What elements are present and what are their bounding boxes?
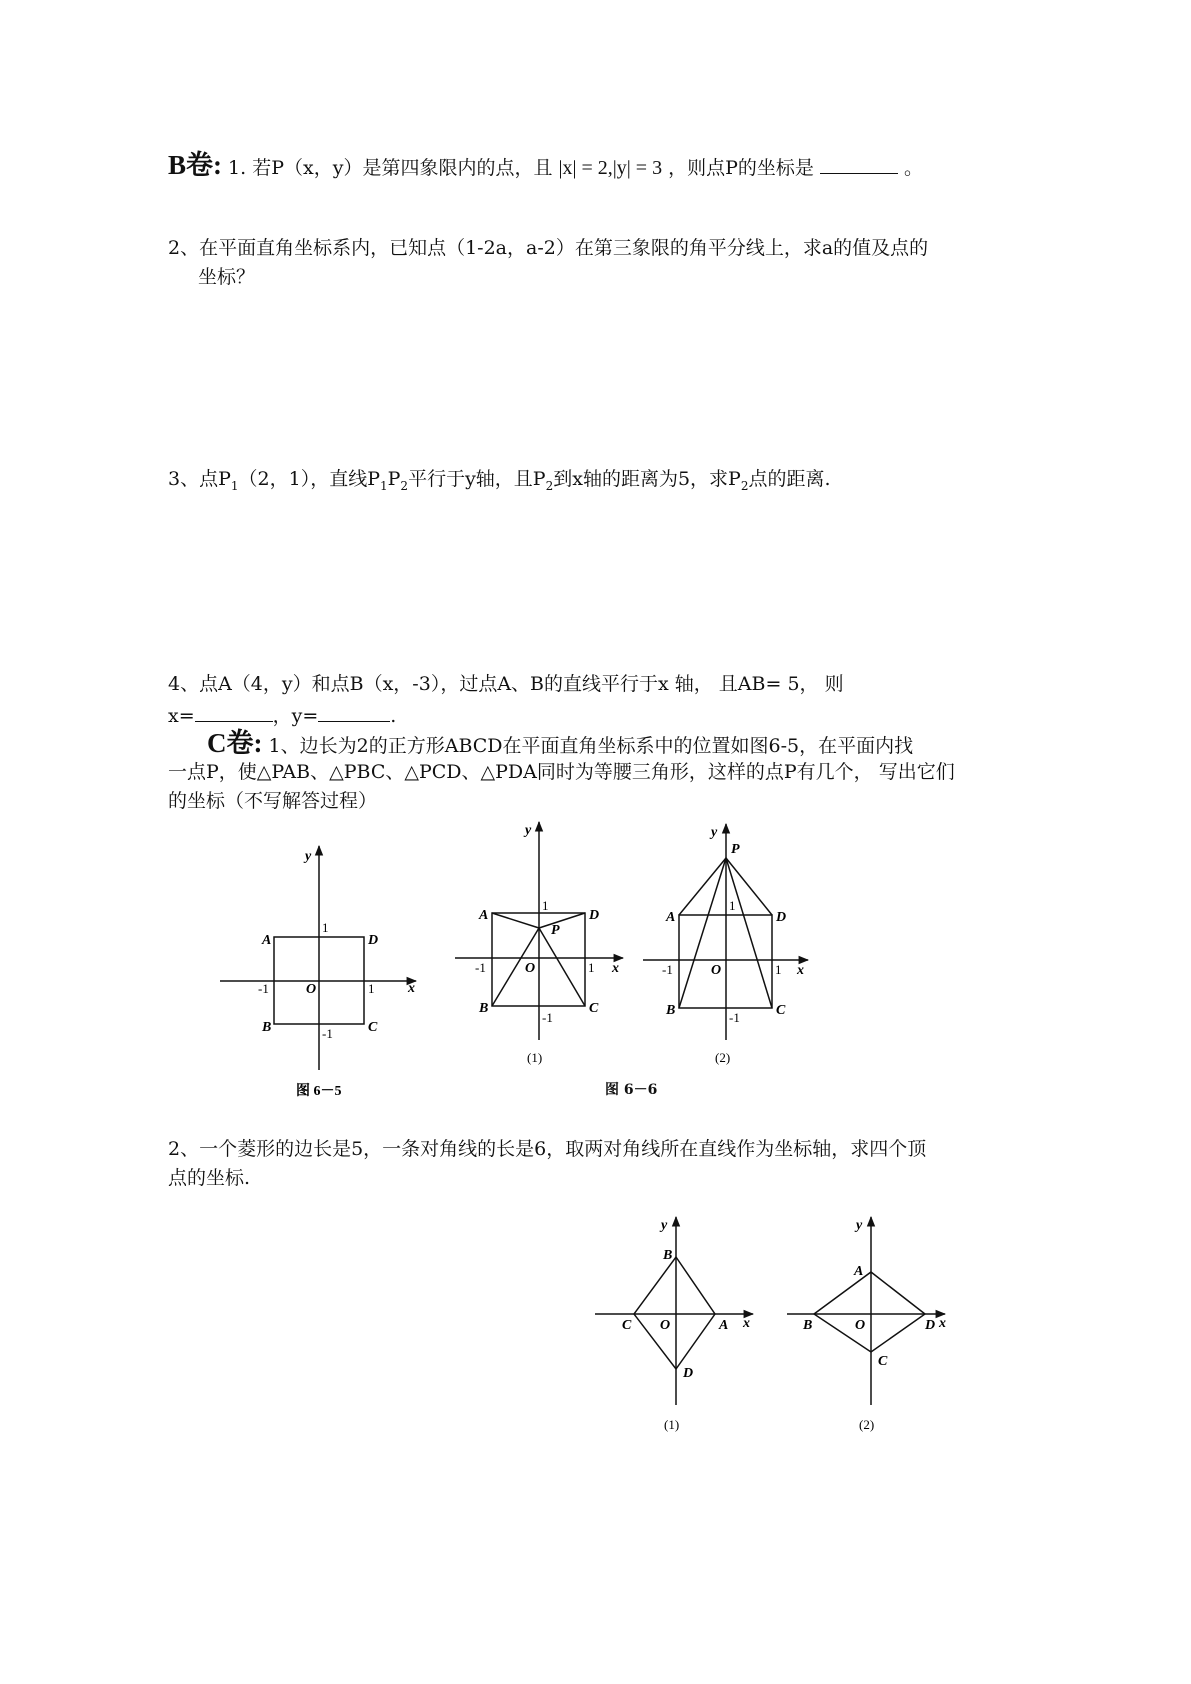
point-b-label: B	[479, 1001, 489, 1016]
point-d-label: D	[925, 1318, 936, 1333]
origin-label: O	[525, 961, 536, 976]
origin-label: O	[855, 1318, 866, 1333]
question-b2-line1: 2、在平面直角坐标系内，已知点（1-2a，a-2）在第三象限的角平分线上，求a的值及点的	[168, 237, 929, 259]
y-axis-label: y	[525, 823, 532, 838]
point-d-label: D	[368, 933, 379, 948]
y-axis-label: y	[711, 825, 718, 840]
point-a-label: A	[854, 1264, 864, 1279]
point-a-label: A	[479, 908, 489, 923]
figure-caption: 图 6－5	[296, 1084, 342, 1099]
question-c1-line2: 一点P，使△PAB、△PBC、△PCD、△PDA同时为等腰三角形，这样的点P有几个， 写出它们	[168, 761, 955, 783]
section-b-label: B卷:	[168, 150, 222, 180]
question-c2-line1: 2、一个菱形的边长是5，一条对角线的长是6，取两对角线所在直线作为坐标轴，求四个顶	[168, 1138, 927, 1160]
q3-sub: 2	[400, 478, 409, 493]
tick-y-1: 1	[729, 898, 736, 913]
rhombus-abcd	[634, 1257, 715, 1369]
tick-x-1: 1	[588, 960, 595, 975]
q3-sub: 1	[379, 478, 388, 493]
subfigure-caption: (2)	[859, 1417, 875, 1432]
q3-part: 到x轴的距离为5，求P	[553, 468, 741, 490]
tick-y-neg1: -1	[542, 1010, 553, 1025]
point-a-label: A	[262, 933, 272, 948]
q3-part: 3、点P	[168, 468, 231, 490]
q4-x-blank[interactable]	[195, 699, 273, 722]
point-d-label: D	[683, 1366, 694, 1381]
tick-x-neg1: -1	[475, 960, 486, 975]
point-d-label: D	[776, 910, 787, 925]
y-axis-label: y	[856, 1218, 863, 1233]
x-axis-label: x	[743, 1316, 750, 1331]
q3-part: 平行于y轴，且P	[408, 468, 546, 490]
segment-pa	[492, 913, 539, 928]
tick-y-1: 1	[322, 920, 329, 935]
q1-text-after: ，则点P的坐标是	[668, 157, 814, 179]
section-c-label: C卷:	[207, 728, 263, 758]
point-c-label: C	[622, 1318, 632, 1333]
point-c-label: C	[368, 1020, 378, 1035]
point-a-label: A	[719, 1318, 729, 1333]
question-b4-line2	[168, 699, 396, 731]
segment-pc	[726, 858, 772, 1008]
x-axis-label: x	[939, 1316, 946, 1331]
point-b-label: B	[666, 1003, 676, 1018]
point-c-label: C	[878, 1354, 888, 1369]
point-d-label: D	[589, 908, 600, 923]
figure-6-6-2	[643, 820, 828, 1075]
q3-part: 点的距离.	[748, 468, 831, 490]
x-axis-label: x	[408, 981, 415, 996]
question-b4-line1: 4、点A（4，y）和点B（x，-3），过点A、B的直线平行于x 轴， 且AB= 5， 则	[168, 673, 844, 695]
subfigure-caption: (1)	[664, 1417, 680, 1432]
rhombus-figure-2	[787, 1215, 957, 1445]
tick-x-1: 1	[775, 962, 782, 977]
y-axis-label: y	[661, 1218, 668, 1233]
q3-part: （2，1），直线P	[238, 468, 380, 490]
q1-text-before: 1. 若P（x，y）是第四象限内的点，且	[228, 157, 553, 179]
q3-sub: 2	[545, 478, 554, 493]
question-c2-line2: 点的坐标.	[168, 1167, 251, 1189]
q1-math-expression: |x| = 2,|y| = 3	[558, 157, 663, 179]
q1-text-end: 。	[904, 157, 924, 179]
figure-6-5	[220, 840, 440, 1110]
tick-y-neg1: -1	[729, 1010, 740, 1025]
segment-pc	[539, 928, 585, 1006]
question-c1-line3: 的坐标（不写解答过程）	[168, 790, 378, 812]
x-axis-label: x	[797, 963, 804, 978]
segment-pb	[679, 858, 726, 1008]
origin-label: O	[711, 963, 722, 978]
point-b-label: B	[262, 1020, 272, 1035]
tick-x-neg1: -1	[258, 981, 269, 996]
subfigure-caption: (2)	[715, 1050, 731, 1065]
rhombus-figure-1	[595, 1215, 765, 1445]
tick-y-1: 1	[542, 898, 549, 913]
question-b3	[168, 464, 831, 501]
q4-x-label: x=	[168, 705, 195, 727]
figure-6-6-1	[455, 820, 640, 1075]
figure-6-6-caption: 图 6－6	[605, 1082, 658, 1098]
q4-y-blank[interactable]	[318, 699, 390, 722]
c1-line1-text: 1、边长为2的正方形ABCD在平面直角坐标系中的位置如图6-5，在平面内找	[268, 735, 914, 757]
subfigure-caption: (1)	[527, 1050, 543, 1065]
q4-y-label: ，y=	[272, 705, 319, 727]
segment-pa	[679, 858, 726, 915]
x-axis-label: x	[612, 961, 619, 976]
tick-x-neg1: -1	[662, 962, 673, 977]
point-a-label: A	[666, 910, 676, 925]
origin-label: O	[660, 1318, 671, 1333]
q4-end: .	[390, 705, 397, 727]
tick-x-1: 1	[368, 981, 375, 996]
point-p-label: P	[731, 842, 740, 857]
point-b-label: B	[663, 1248, 673, 1263]
tick-y-neg1: -1	[322, 1026, 333, 1041]
q3-part: P	[387, 468, 401, 490]
point-c-label: C	[589, 1001, 599, 1016]
segment-pd	[539, 913, 585, 928]
y-axis-label: y	[305, 849, 312, 864]
question-b1	[168, 150, 923, 183]
point-b-label: B	[803, 1318, 813, 1333]
point-c-label: C	[776, 1003, 786, 1018]
q3-sub: 2	[740, 478, 749, 493]
q3-sub: 1	[230, 478, 239, 493]
question-b2-line2: 坐标？	[198, 266, 256, 288]
rhombus-abcd	[814, 1272, 925, 1352]
point-p-label: P	[551, 923, 560, 938]
origin-label: O	[306, 982, 317, 997]
q1-answer-blank[interactable]	[820, 151, 898, 174]
